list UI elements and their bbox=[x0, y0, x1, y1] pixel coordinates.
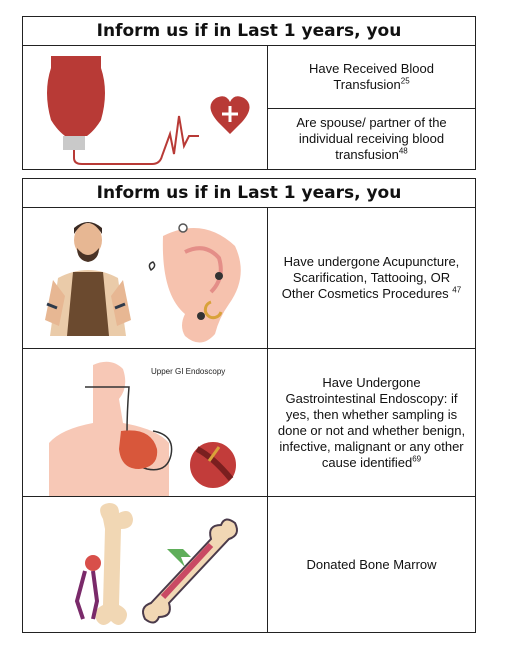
table-row bbox=[23, 208, 475, 349]
section-blood-transfusion bbox=[22, 16, 476, 170]
endoscopy-text: Have Undergone Gastrointestinal Endoscopy: if yes, then whether sampling is done or not and whether benign, infective, malignant or any other cause identified$^{69}$ bbox=[277, 374, 466, 470]
endoscopy-illustration bbox=[23, 349, 268, 496]
blood-transfusion-text: Have Received Blood Transfusion$^{25}$ bbox=[308, 60, 435, 92]
tattoo-piercing-illustration bbox=[23, 208, 268, 348]
table-row bbox=[23, 46, 475, 170]
blood-bag-illustration bbox=[23, 46, 268, 170]
table-row bbox=[23, 497, 475, 632]
endoscopy-caption: Upper GI Endoscopy bbox=[151, 367, 226, 376]
bone-marrow-illustration bbox=[23, 497, 268, 632]
acupuncture-tattoo-text: Have undergone Acupuncture, Scarification, Tattooing, OR Other Cosmetics Procedures $^{47}$ bbox=[281, 254, 462, 301]
table-row bbox=[23, 349, 475, 497]
partner-transfusion-text: Are spouse/ partner of the individual receiving blood transfusion$^{48}$ bbox=[268, 108, 475, 171]
section-title: Inform us if in Last 1 years, you bbox=[23, 17, 475, 46]
ear-piercing-icon bbox=[23, 208, 268, 348]
section-procedures bbox=[22, 178, 476, 633]
bone-marrow-text: Donated Bone Marrow bbox=[306, 556, 437, 572]
endoscopy-icon bbox=[23, 349, 268, 496]
section-title: Inform us if in Last 1 years, you bbox=[23, 179, 475, 208]
blood-bag-icon bbox=[23, 46, 268, 170]
bone-marrow-icon bbox=[23, 497, 268, 632]
